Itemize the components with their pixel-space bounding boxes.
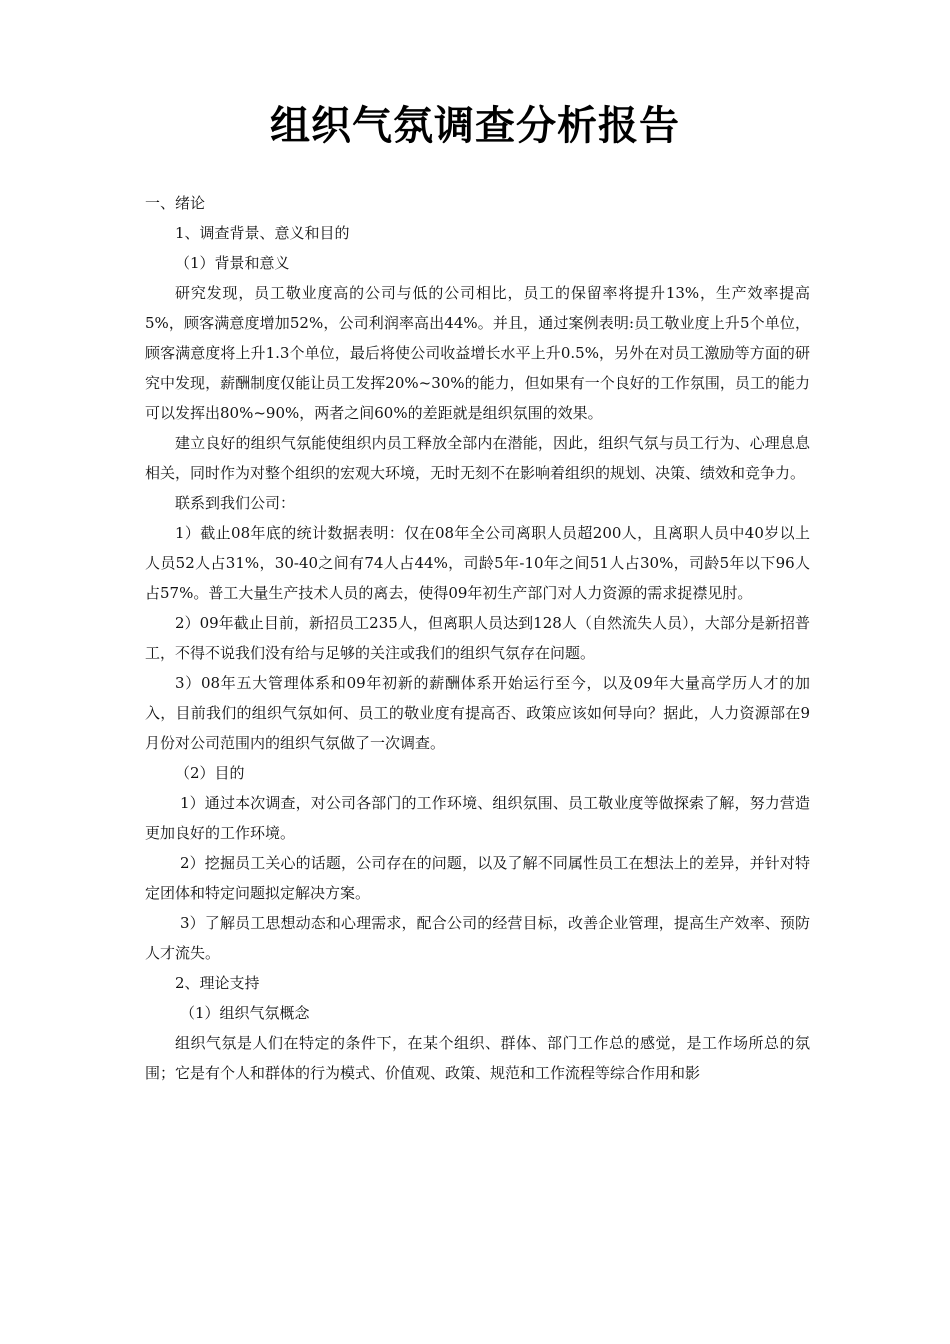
heading-level2-background: 1、调查背景、意义和目的 — [175, 224, 350, 242]
heading-level1-intro: 一、绪论 — [145, 194, 206, 212]
heading-level2-theory: 2、理论支持 — [175, 974, 260, 992]
list-item: 1）截止08年底的统计数据表明：仅在08年全公司离职人员超200人，且离职人员中40岁以上人员52人占31%，30-40之间有74人占44%，司龄5年-10年之间51人占30%，司龄5年以下96人占57%。普工大量生产技术人员的离去，使得09年初生产部门对人力资源的需求捉襟见肘。 — [145, 524, 810, 602]
list-item: 2）挖掘员工关心的话题，公司存在的问题，以及了解不同属性员工在想法上的差异，并针对特定团体和特定问题拟定解决方案。 — [145, 854, 810, 902]
document-title: 组织气氛调查分析报告 — [270, 103, 680, 149]
list-item: 3）08年五大管理体系和09年初新的薪酬体系开始运行至今，以及09年大量高学历人才的加入，目前我们的组织气氛如何、员工的敬业度有提高否、政策应该如何导向？据此，人力资源部在9月份对公司范围内的组织气氛做了一次调查。 — [145, 674, 810, 752]
heading-level3-concept: （1）组织气氛概念 — [180, 1004, 310, 1022]
heading-level3-purpose: （2）目的 — [175, 764, 245, 782]
document-body — [145, 188, 810, 1088]
paragraph: 研究发现，员工敬业度高的公司与低的公司相比，员工的保留率将提升13%，生产效率提高5%，顾客满意度增加52%，公司利润率高出44%。并且，通过案例表明:员工敬业度上升5个单位，顾客满意度将上升1.3个单位，最后将使公司收益增长水平上升0.5%，另外在对员工激励等方面的研究中发现，薪酬制度仅能让员工发挥20%~30%的能力，但如果有一个良好的工作氛围，员工的能力可以发挥出80%~90%，两者之间60%的差距就是组织氛围的效果。 — [145, 284, 810, 422]
paragraph: 建立良好的组织气氛能使组织内员工释放全部内在潜能，因此，组织气氛与员工行为、心理息息相关，同时作为对整个组织的宏观大环境，无时无刻不在影响着组织的规划、决策、绩效和竞争力。 — [145, 434, 810, 482]
list-item: 3）了解员工思想动态和心理需求，配合公司的经营目标，改善企业管理，提高生产效率、预防人才流失。 — [145, 914, 810, 962]
heading-level3-background: （1）背景和意义 — [175, 254, 290, 272]
paragraph: 联系到我们公司： — [175, 494, 296, 512]
list-item: 2）09年截止目前，新招员工235人，但离职人员达到128人（自然流失人员），大部分是新招普工，不得不说我们没有给与足够的关注或我们的组织气氛存在问题。 — [145, 614, 810, 662]
list-item: 1）通过本次调查，对公司各部门的工作环境、组织氛围、员工敬业度等做探索了解，努力营造更加良好的工作环境。 — [145, 794, 810, 842]
paragraph: 组织气氛是人们在特定的条件下，在某个组织、群体、部门工作总的感觉，是工作场所总的氛围；它是有个人和群体的行为模式、价值观、政策、规范和工作流程等综合作用和影 — [145, 1034, 810, 1082]
